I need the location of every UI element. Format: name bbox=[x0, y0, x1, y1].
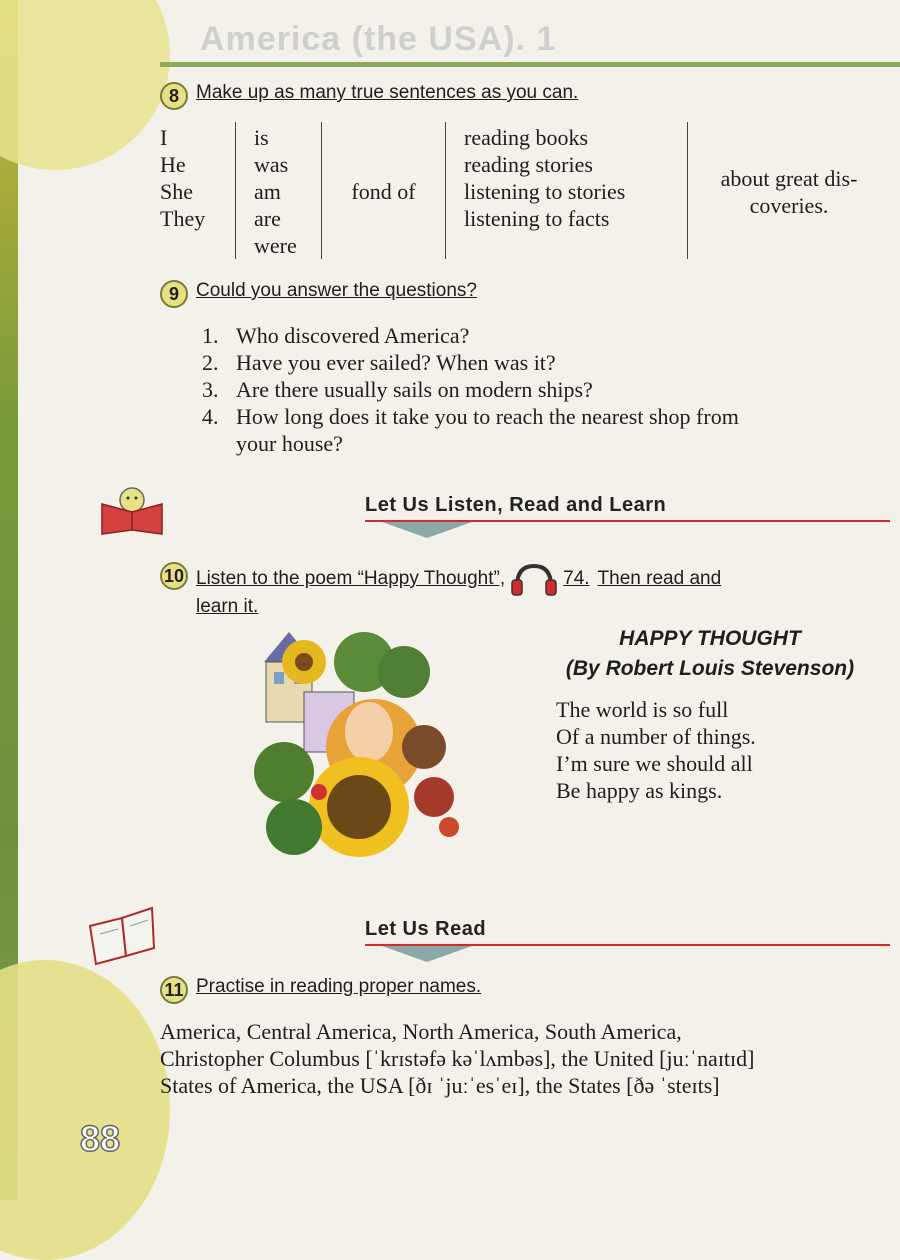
substitution-table bbox=[160, 122, 890, 256]
text-line: America, Central America, North America, South America, bbox=[160, 1019, 682, 1044]
fond-of-column: fond of bbox=[322, 122, 446, 259]
exercise-instruction-line2: learn it. bbox=[196, 596, 259, 617]
exercise-instruction: Make up as many true sentences as you can. bbox=[196, 82, 579, 103]
exercise-number: 9 bbox=[160, 280, 188, 308]
activities-column: reading books reading stories listening to stories listening to facts bbox=[446, 122, 688, 259]
headphones-icon bbox=[509, 562, 559, 596]
poem-line: The world is so full bbox=[556, 697, 729, 722]
section-arrow bbox=[382, 522, 472, 538]
exercise-10-heading bbox=[160, 562, 890, 618]
text-line: States of America, the USA [ðɪ ˈjuːˈesˈeɪ], the States [ðə ˈsteɪts] bbox=[160, 1073, 720, 1098]
poem-author: (By Robert Louis Stevenson) bbox=[565, 657, 855, 680]
exercise-instruction: Listen to the poem “Happy Thought”, bbox=[196, 568, 506, 589]
girl-with-sunflowers-illustration bbox=[244, 622, 474, 872]
track-number: 74. bbox=[563, 568, 590, 589]
exercise-8-heading bbox=[160, 82, 578, 110]
running-header: America (the USA). 1 bbox=[200, 20, 557, 58]
proper-names-text bbox=[160, 1018, 890, 1099]
subjects-column: I He She They bbox=[160, 122, 236, 259]
topic-column: about great dis- coveries. bbox=[720, 165, 858, 218]
list-item: 2. Have you ever sailed? When was it? bbox=[202, 350, 556, 375]
exercise-number: 10 bbox=[160, 562, 188, 590]
section-arrow bbox=[382, 946, 472, 962]
section-title: Let Us Read bbox=[365, 918, 487, 940]
text-line: Christopher Columbus [ˈkrɪstəfə kəˈlʌmbəs], the United [juːˈnaɪtɪd] bbox=[160, 1046, 755, 1071]
list-item: 4. How long does it take you to reach the nearest shop from bbox=[202, 404, 739, 429]
poem-line: Of a number of things. bbox=[556, 724, 756, 749]
exercise-9-heading bbox=[160, 280, 477, 308]
book-reading-icon bbox=[100, 486, 164, 536]
page-number: 88 bbox=[80, 1118, 121, 1159]
poem-line: Be happy as kings. bbox=[556, 778, 723, 803]
poem-heading bbox=[560, 624, 860, 684]
poem-body bbox=[556, 696, 756, 804]
poem-line: I’m sure we should all bbox=[556, 751, 753, 776]
corner-decoration-top bbox=[0, 0, 170, 170]
exercise-instruction-cont: Then read and bbox=[597, 568, 722, 589]
exercise-instruction: Practise in reading proper names. bbox=[196, 976, 482, 997]
list-item: 1. Who discovered America? bbox=[202, 323, 470, 348]
exercise-instruction: Could you answer the questions? bbox=[196, 280, 477, 301]
list-item: 3. Are there usually sails on modern ships? bbox=[202, 377, 593, 402]
list-item-continuation: your house? bbox=[236, 431, 343, 456]
exercise-number: 8 bbox=[160, 82, 188, 110]
exercise-number: 11 bbox=[160, 976, 188, 1004]
question-list bbox=[202, 322, 892, 457]
corner-decoration-bottom bbox=[0, 960, 170, 1260]
header-rule bbox=[160, 62, 900, 67]
open-book-icon bbox=[86, 904, 158, 966]
exercise-11-heading bbox=[160, 976, 481, 1004]
poem-title: HAPPY THOUGHT bbox=[619, 627, 801, 650]
section-title: Let Us Listen, Read and Learn bbox=[365, 494, 667, 516]
verbs-column: is was am are were bbox=[236, 122, 322, 259]
